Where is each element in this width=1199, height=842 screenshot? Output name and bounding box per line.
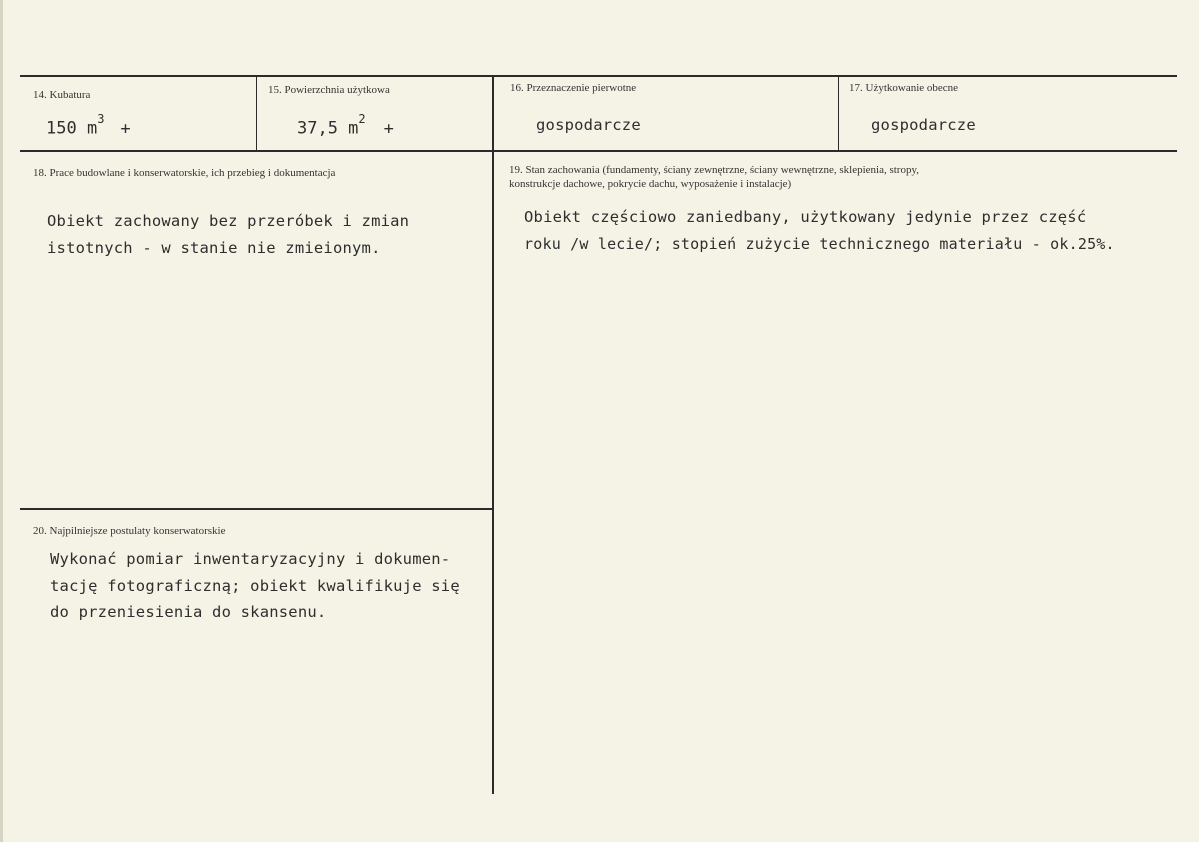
divider-14-15 (256, 76, 257, 151)
field-20-line-3: do przeniesienia do skansenu. (50, 603, 327, 621)
field-19-label-1: 19. Stan zachowania (fundamenty, ściany zewnętrzne, ściany wewnętrzne, sklepienia, stropy, (509, 164, 920, 176)
field-15-exponent: 2 (358, 112, 366, 126)
field-14-label: 14. Kubatura (33, 89, 91, 101)
field-15-mark: + (383, 118, 394, 139)
field-18-line-1: Obiekt zachowany bez przeróbek i zmian (47, 212, 410, 230)
field-14-value (46, 112, 131, 139)
card-edge (0, 0, 3, 842)
field-14-number: 150 m (46, 118, 98, 139)
field-18-line-2: istotnych - w stanie nie zmieionym. (47, 239, 381, 257)
field-19-line-2: roku /w lecie/; stopień zużycie technicznego materiału - ok.25%. (524, 235, 1115, 253)
field-17-value: gospodarcze (871, 116, 976, 134)
field-17-label: 17. Użytkowanie obecne (849, 82, 959, 94)
divider-16-17 (838, 76, 839, 151)
field-19-label-2: konstrukcje dachowe, pokrycie dachu, wyposażenie i instalacje) (509, 178, 792, 190)
field-20-label: 20. Najpilniejsze postulaty konserwatorskie (33, 525, 226, 537)
section20-rule (20, 508, 492, 510)
field-16-label: 16. Przeznaczenie pierwotne (510, 82, 637, 94)
field-16-value: gospodarcze (536, 116, 641, 134)
field-14-exponent: 3 (97, 112, 105, 126)
row1-rule (20, 150, 1177, 152)
field-20-line-2: tację fotograficzną; obiekt kwalifikuje się (50, 577, 460, 595)
divider-main (492, 76, 494, 794)
field-15-value (297, 112, 394, 139)
field-15-number: 37,5 m (297, 118, 359, 139)
field-15-label: 15. Powierzchnia użytkowa (268, 84, 390, 96)
top-rule (20, 75, 1177, 77)
field-20-line-1: Wykonać pomiar inwentaryzacyjny i dokumen- (50, 550, 451, 568)
field-18-label: 18. Prace budowlane i konserwatorskie, ich przebieg i dokumentacja (33, 167, 336, 179)
field-19-line-1: Obiekt częściowo zaniedbany, użytkowany jedynie przez część (524, 208, 1087, 226)
field-14-mark: + (120, 118, 131, 139)
